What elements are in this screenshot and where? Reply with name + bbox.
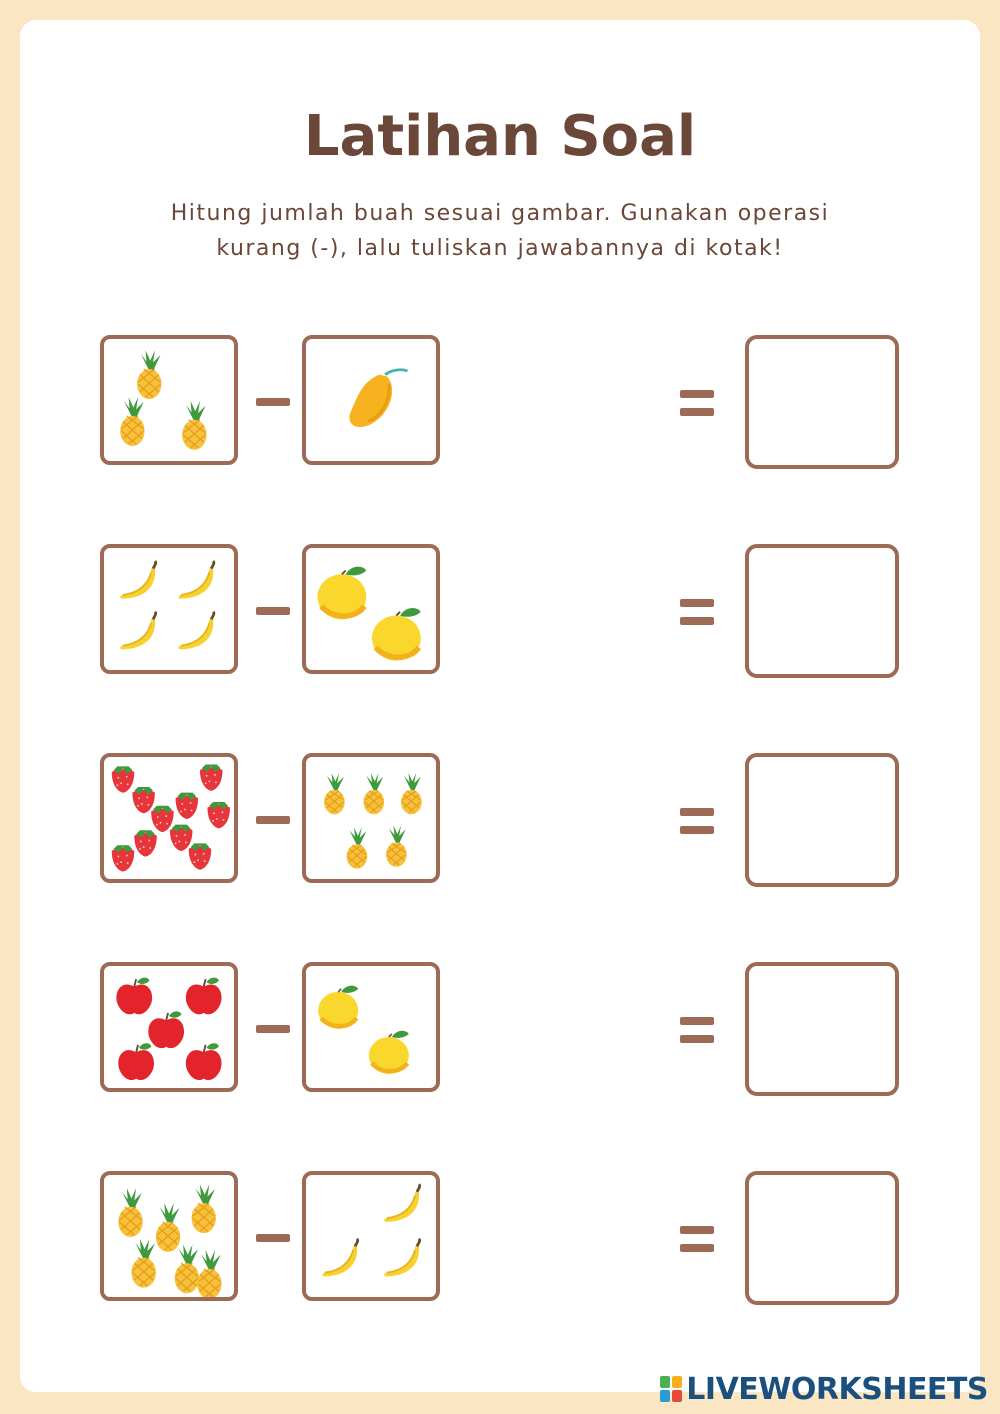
left-fruit-box-1	[100, 335, 238, 465]
equals-sign	[680, 599, 714, 625]
instructions-line-2: kurang (-), lalu tuliskan jawabannya di kotak!	[216, 236, 784, 261]
fruit-group	[306, 757, 436, 879]
answer-box-4[interactable]	[745, 962, 899, 1096]
strawberry-icon	[112, 845, 135, 871]
strawberry-icon	[176, 793, 199, 819]
answer-box-1[interactable]	[745, 335, 899, 469]
strawberry-icon	[134, 830, 157, 856]
pineapple-icon	[324, 773, 345, 814]
banana-icon	[322, 1239, 357, 1277]
pineapple-icon	[182, 401, 206, 450]
pineapple-icon	[386, 826, 407, 867]
banana-icon	[384, 1184, 419, 1222]
fruit-group	[306, 966, 436, 1088]
fruit-group	[306, 548, 436, 670]
instructions	[0, 196, 1000, 266]
pineapple-icon	[120, 397, 144, 446]
banana-icon	[179, 612, 214, 650]
minus-sign	[256, 607, 290, 615]
fruit-group	[104, 966, 234, 1088]
right-fruit-box-5	[302, 1171, 440, 1301]
minus-sign	[256, 1234, 290, 1242]
strawberry-icon	[189, 843, 212, 869]
strawberry-icon	[112, 766, 135, 792]
strawberry-icon	[132, 787, 155, 813]
lemon-icon	[318, 986, 358, 1029]
instructions-line-1: Hitung jumlah buah sesuai gambar. Gunakan operasi	[170, 201, 830, 226]
equals-sign	[680, 1226, 714, 1252]
liveworksheets-icon	[660, 1376, 682, 1402]
equals-sign	[680, 1017, 714, 1043]
apple-icon	[186, 1043, 222, 1080]
fruit-group	[104, 757, 234, 879]
pineapple-icon	[363, 773, 384, 814]
apple-icon	[116, 978, 152, 1015]
answer-box-3[interactable]	[745, 753, 899, 887]
fruit-group	[306, 339, 436, 461]
strawberry-icon	[170, 825, 193, 851]
equals-sign	[680, 808, 714, 834]
strawberry-icon	[207, 802, 230, 828]
pineapple-icon	[347, 827, 368, 868]
minus-sign	[256, 816, 290, 824]
apple-icon	[148, 1011, 184, 1048]
liveworksheets-logo[interactable]	[660, 1372, 988, 1406]
fruit-group	[104, 339, 234, 461]
pineapple-icon	[118, 1188, 142, 1237]
minus-sign	[256, 398, 290, 406]
left-fruit-box-2	[100, 544, 238, 674]
mango-icon	[349, 370, 407, 427]
minus-sign	[256, 1025, 290, 1033]
right-fruit-box-2	[302, 544, 440, 674]
lemon-icon	[318, 567, 367, 620]
answer-box-2[interactable]	[745, 544, 899, 678]
fruit-group	[306, 1175, 436, 1297]
answer-box-5[interactable]	[745, 1171, 899, 1305]
strawberry-icon	[151, 806, 174, 832]
banana-icon	[120, 612, 155, 650]
pineapple-icon	[175, 1244, 199, 1293]
strawberry-icon	[200, 765, 223, 791]
apple-icon	[118, 1043, 154, 1080]
banana-icon	[179, 561, 214, 599]
lemon-icon	[369, 1031, 409, 1074]
pineapple-icon	[401, 773, 422, 814]
pineapple-icon	[131, 1239, 155, 1288]
right-fruit-box-4	[302, 962, 440, 1092]
banana-icon	[120, 561, 155, 599]
apple-icon	[186, 978, 222, 1015]
fruit-group	[104, 548, 234, 670]
left-fruit-box-4	[100, 962, 238, 1092]
pineapple-icon	[197, 1250, 221, 1297]
page-title: Latihan Soal	[303, 104, 697, 169]
brand-name: LIVEWORKSHEETS	[686, 1371, 988, 1407]
lemon-icon	[372, 608, 421, 661]
fruit-group	[104, 1175, 234, 1297]
banana-icon	[384, 1239, 419, 1277]
right-fruit-box-3	[302, 753, 440, 883]
left-fruit-box-3	[100, 753, 238, 883]
pineapple-icon	[156, 1203, 180, 1252]
pineapple-icon	[192, 1184, 216, 1233]
right-fruit-box-1	[302, 335, 440, 465]
left-fruit-box-5	[100, 1171, 238, 1301]
pineapple-icon	[137, 350, 161, 399]
equals-sign	[680, 390, 714, 416]
